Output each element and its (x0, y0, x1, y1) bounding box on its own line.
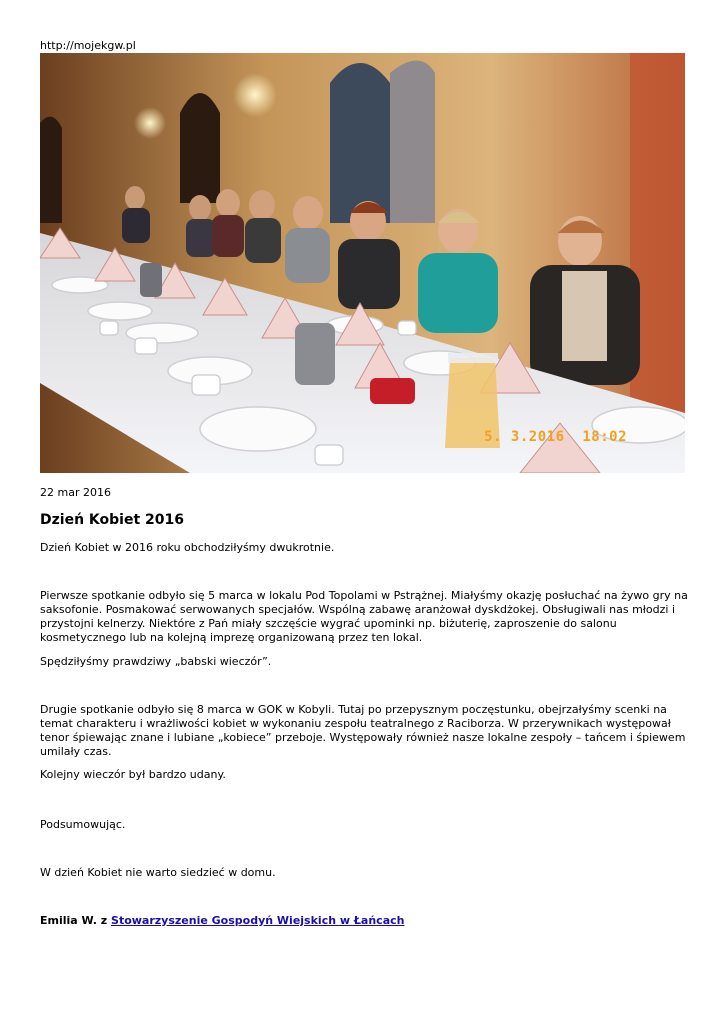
signature (40, 914, 404, 928)
association-link[interactable]: Stowarzyszenie Gospodyń Wiejskich w Łańcach (111, 914, 405, 927)
photo-timestamp: 5. 3.2016 18:02 (484, 429, 627, 445)
paragraph-closing: W dzień Kobiet nie warto siedzieć w domu. (40, 866, 276, 879)
post-date: 22 mar 2016 (40, 486, 111, 499)
paragraph-second-meeting: Drugie spotkanie odbyło się 8 marca w GOK w Kobyli. Tutaj po przepysznym poczęstunku, obejrzałyśmy scenki na temat charakteru i wrażliwości kobiet w wykonaniu zespołu teatralnego z Raciborza. W przerywnikach występował tenor śpiewając znane i lubiane „kobiece” przeboje. Występowały również nasze lokalne zespoły – tańcem i śpiewem umilały czas. (40, 703, 686, 758)
post-title: Dzień Kobiet 2016 (40, 512, 184, 528)
paragraph-first-meeting: Pierwsze spotkanie odbyło się 5 marca w lokalu Pod Topolami w Pstrążnej. Miałyśmy okazję posłuchać na żywo gry na saksofonie. Posmakować serwowanych specjałów. Wspólną zabawę aranżował dyskdżokej. Obsługiwali nas młodzi i przystojni kelnerzy. Niektóre z Pań miały szczęście wygrać upominki np. biżuterię, zaproszenie do salonu kosmetycznego lub na kolejną imprezę organizowaną przez ten lokal. (40, 589, 688, 644)
paragraph-babski-wieczor: Spędziłyśmy prawdziwy „babski wieczór”. (40, 655, 272, 668)
paragraph-udany: Kolejny wieczór był bardzo udany. (40, 768, 226, 781)
event-photo (40, 53, 685, 473)
page-url: http://mojekgw.pl (40, 39, 136, 52)
photo-illustration (40, 53, 685, 473)
paragraph-intro: Dzień Kobiet w 2016 roku obchodziłyśmy dwukrotnie. (40, 541, 335, 554)
paragraph-summary: Podsumowując. (40, 818, 126, 831)
signature-author: Emilia W. z (40, 914, 108, 927)
